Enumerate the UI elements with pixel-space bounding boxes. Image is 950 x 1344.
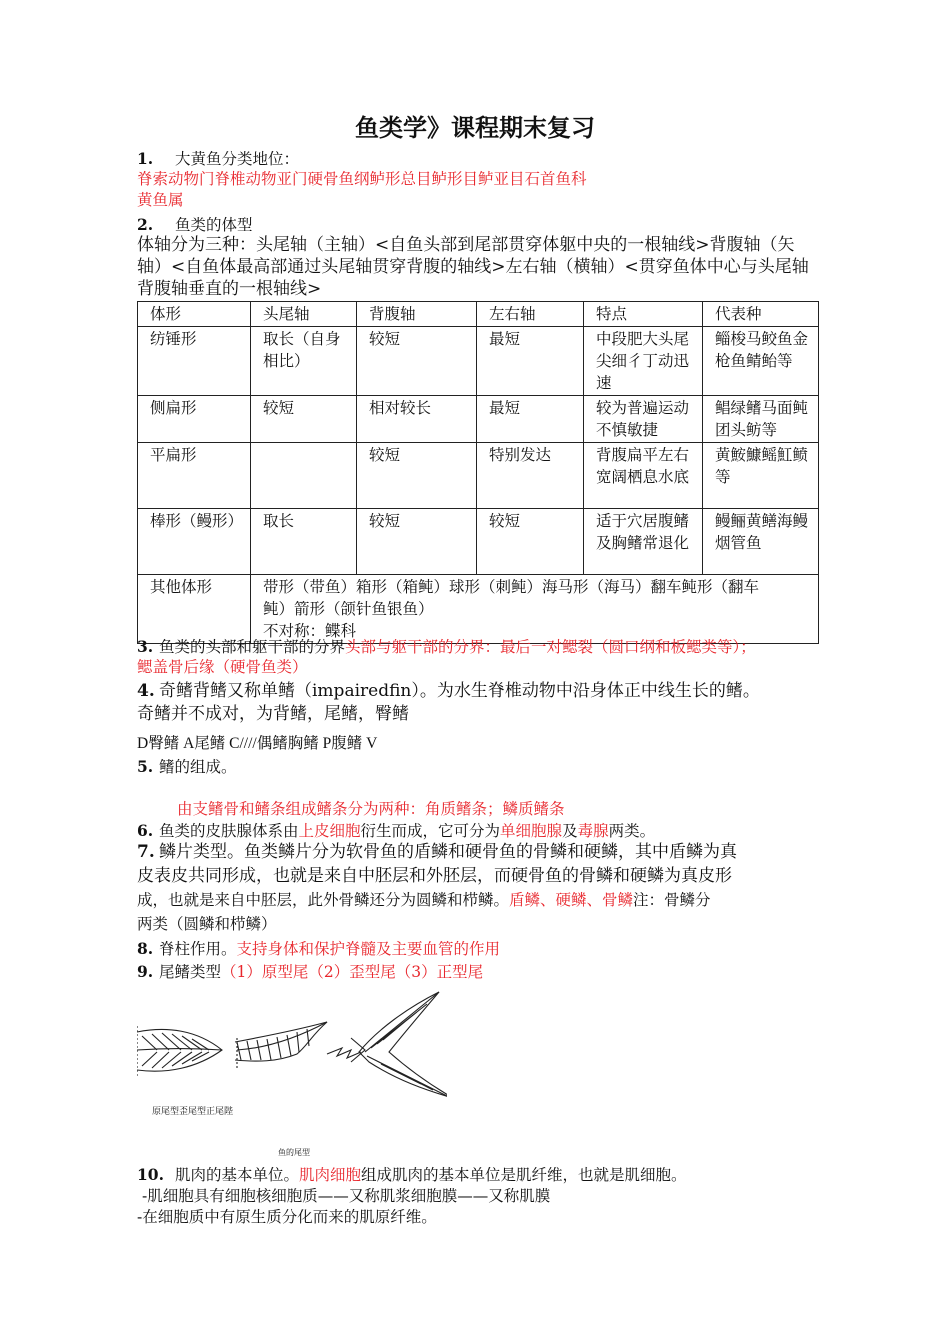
header-cell: 背腹轴 — [357, 302, 477, 327]
other-shapes-line-1: 带形（带鱼）箱形（箱鲀）球形（刺鲀）海马形（海马）翻车鲀形（翻车 — [263, 578, 760, 596]
table-cell: 相对较长 — [357, 396, 477, 443]
section-6-number: 6. — [137, 821, 154, 840]
page-title: 鱼类学》课程期末复习 — [355, 114, 595, 142]
other-shapes-line-2: 鲀）箭形（颌针鱼银鱼） — [263, 600, 434, 618]
section-9-number: 9. — [137, 962, 154, 981]
section-5-answer: 由支鳍骨和鳍条组成鳍条分为两种：角质鳍条；鳞质鳍条 — [177, 800, 565, 818]
section-10-red: 肌肉细胞 — [299, 1166, 362, 1184]
section-9-red: （1）原型尾（2）歪型尾（3）正型尾 — [221, 963, 484, 981]
section-2-para-line-1: 体轴分为三种：头尾轴（主轴）<自鱼头部到尾部贯穿体躯中央的一根轴线>背腹轴（矢 — [137, 235, 795, 255]
table-cell: 鲳绿鳍马面鲀团头鲂等 — [703, 396, 819, 443]
section-6-red-2: 单细胞腺 — [500, 822, 563, 840]
section-9-line — [137, 961, 483, 983]
section-2-heading — [137, 214, 253, 236]
section-10-line-2: -肌细胞具有细胞核细胞质——又称肌浆细胞膜——又称肌膜 — [142, 1187, 551, 1205]
section-6-line — [137, 820, 655, 842]
table-cell: 侧扁形 — [138, 396, 251, 443]
section-8-red: 支持身体和保护脊髓及主要血管的作用 — [236, 940, 501, 958]
section-9-text: 尾鳍类型 — [159, 963, 222, 981]
section-6-text-2: 衍生而成，它可分为 — [360, 822, 501, 840]
table-cell: 黄鮟鱇鳐魟鲼等 — [703, 443, 819, 509]
section-7-text-3b: 注：骨鳞分 — [633, 891, 711, 909]
table-row — [138, 396, 819, 443]
section-10-number: 10. — [137, 1165, 164, 1184]
table-cell: 中段肥大头尾尖细彳丁动迅速 — [584, 327, 703, 396]
table-cell: 鲻梭马鲛鱼金枪鱼鲭鲐等 — [703, 327, 819, 396]
tail-fin-figure — [137, 990, 447, 1112]
section-7-red: 盾鳞、硬鳞、骨鳞 — [509, 891, 634, 909]
section-10-text-2: 组成肌肉的基本单位是肌纤维，也就是肌细胞。 — [361, 1166, 687, 1184]
section-10-text-1: 肌肉的基本单位。 — [175, 1166, 300, 1184]
table-row — [138, 443, 819, 509]
table-cell: 取长（自身相比） — [251, 327, 357, 396]
table-cell: 较短 — [251, 396, 357, 443]
section-4-line-3: D臀鳍 A尾鳍 C////偶鳍胸鳍 P腹鳍 V — [137, 735, 378, 752]
table-cell: 取长 — [251, 509, 357, 575]
section-7-text-3a: 成，也就是来自中胚层，此外骨鳞还分为圆鳞和栉鳞。 — [137, 891, 510, 909]
section-7-line-4: 两类（圆鳞和栉鳞） — [137, 915, 277, 933]
table-cell: 鳗鲡黄鳝海鳗烟管鱼 — [703, 509, 819, 575]
section-1-answer-line-1: 脊索动物门脊椎动物亚门硬骨鱼纲鲈形总目鲈形目鲈亚目石首鱼科 — [137, 170, 587, 188]
section-2-title: 鱼类的体型 — [175, 216, 253, 234]
section-8-text: 脊柱作用。 — [159, 940, 237, 958]
header-cell: 左右轴 — [477, 302, 584, 327]
section-3-answer-1: 头部与躯干部的分界：最后一对鳃裂（圆口纲和板鳃类等）； — [345, 638, 756, 656]
table-cell: 背腹扁平左右宽阔栖息水底 — [584, 443, 703, 509]
header-cell: 体形 — [138, 302, 251, 327]
section-5-number: 5. — [137, 757, 154, 776]
section-1-answer-line-2: 黄鱼属 — [137, 191, 184, 209]
section-2-number: 2. — [137, 215, 154, 234]
section-1-title: 大黄鱼分类地位： — [175, 150, 300, 168]
table-cell: 较短 — [477, 509, 584, 575]
table-cell: 棒形（鳗形） — [138, 509, 251, 575]
figure-caption-types: 原尾型歪尾型正尾陛 — [152, 1107, 234, 1117]
section-5-title: 鳍的组成。 — [159, 758, 237, 776]
header-cell: 代表种 — [703, 302, 819, 327]
section-7-line-3 — [137, 890, 711, 911]
section-5-heading — [137, 756, 237, 778]
table-cell: 特别发达 — [477, 443, 584, 509]
section-6-text-4: 两类。 — [608, 822, 656, 840]
section-2-para-line-3: 背腹轴垂直的一根轴线> — [137, 279, 322, 299]
section-3-title: 鱼类的头部和躯干部的分界 — [159, 638, 346, 656]
table-cell: 最短 — [477, 396, 584, 443]
section-3-answer-2: 鳃盖骨后缘（硬骨鱼类） — [137, 658, 308, 676]
section-7-number: 7. — [137, 842, 155, 862]
table-cell: 较短 — [357, 509, 477, 575]
section-8-number: 8. — [137, 939, 154, 958]
section-3-line-1 — [137, 636, 756, 658]
section-10-line-1 — [137, 1164, 687, 1186]
header-cell: 头尾轴 — [251, 302, 357, 327]
table-cell: 纺锤形 — [138, 327, 251, 396]
section-2-para-line-2: 轴）<自鱼体最高部通过头尾轴贯穿背腹的轴线>左右轴（横轴）<贯穿鱼体中心与头尾轴 — [137, 257, 809, 277]
figure-caption-title: 鱼的尾型 — [278, 1148, 310, 1157]
other-shapes-cell — [251, 575, 819, 644]
section-1-number: 1. — [137, 149, 154, 168]
table-cell: 较为普遍运动不慎敏捷 — [584, 396, 703, 443]
section-7-text-1: 鳞片类型。鱼类鳞片分为软骨鱼的盾鳞和硬骨鱼的骨鳞和硬鳞，其中盾鳞为真 — [159, 842, 737, 862]
section-8-line — [137, 938, 500, 960]
table-cell: 其他体形 — [138, 575, 251, 644]
section-7-line-1 — [137, 842, 737, 863]
section-6-text-1: 鱼类的皮肤腺体系由 — [159, 822, 299, 840]
table-cell: 较短 — [357, 443, 477, 509]
table-cell: 平扁形 — [138, 443, 251, 509]
table-cell: 适于穴居腹鳍及胸鳍常退化 — [584, 509, 703, 575]
section-4-line-2: 奇鳍并不成对，为背鳍，尾鳍，臀鳍 — [137, 704, 409, 724]
table-cell — [251, 443, 357, 509]
table-row — [138, 509, 819, 575]
section-4-text-1: 奇鳍背鳍又称单鳍（impairedfin）。为水生脊椎动物中沿身体正中线生长的鳍。 — [159, 681, 760, 701]
other-shapes-line-3: 不对称：鲽科 — [263, 622, 357, 640]
section-3-number: 3. — [137, 637, 154, 656]
section-4-line-1 — [137, 681, 760, 702]
section-7-line-2: 皮表皮共同形成，也就是来自中胚层和外胚层，而硬骨鱼的骨鳞和硬鳞为真皮形 — [137, 866, 732, 886]
table-row-other-shapes — [138, 575, 819, 644]
section-6-text-3: 及 — [562, 822, 578, 840]
header-cell: 特点 — [584, 302, 703, 327]
section-4-number: 4. — [137, 681, 155, 701]
section-6-red-3: 毒腺 — [577, 822, 609, 840]
section-6-red-1: 上皮细胞 — [298, 822, 361, 840]
table-cell: 较短 — [357, 327, 477, 396]
table-header-row — [138, 302, 819, 327]
section-10-line-3: -在细胞质中有原生质分化而来的肌原纤维。 — [137, 1208, 437, 1226]
body-shape-table — [137, 301, 819, 644]
section-1-heading — [137, 148, 299, 170]
table-row — [138, 327, 819, 396]
table-cell: 最短 — [477, 327, 584, 396]
